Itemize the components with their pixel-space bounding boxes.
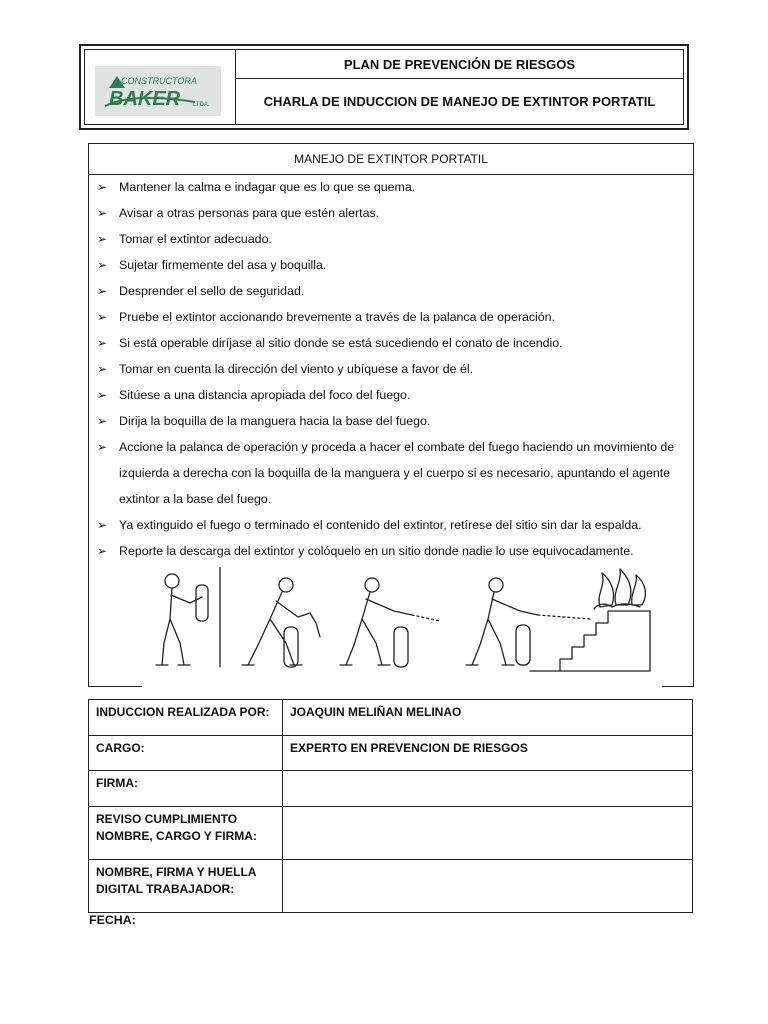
row-label: NOMBRE, FIRMA Y HUELLA DIGITAL TRABAJADOR: <box>89 860 283 913</box>
step-text: Sitúese a una distancia apropiada del foco del fuego. <box>119 388 411 402</box>
extinguisher-usage-illustration <box>150 567 660 682</box>
step-text: Si está operable diríjase al sitio donde se está sucediendo el conato de incendio. <box>119 336 563 350</box>
list-item <box>97 278 685 304</box>
row-label: INDUCCION REALIZADA POR: <box>89 700 283 736</box>
arrow-bullet-icon: ➢ <box>97 284 108 298</box>
arrow-bullet-icon: ➢ <box>97 362 108 376</box>
row-value: EXPERTO EN PREVENCION DE RIESGOS <box>283 736 693 771</box>
step-text: Mantener la calma e indagar que es lo que se quema. <box>119 180 416 194</box>
fire-icon <box>594 569 645 609</box>
table-row <box>89 860 693 913</box>
step-text: Tomar en cuenta la dirección del viento y ubíquese a favor de él. <box>119 362 474 376</box>
table-row <box>89 700 693 736</box>
row-label: REVISO CUMPLIMIENTO NOMBRE, CARGO Y FIRMA: <box>89 807 283 860</box>
logo-cell <box>85 50 236 124</box>
logo-brand: BAKER <box>109 88 181 110</box>
table-row <box>89 736 693 771</box>
step-text: Reporte la descarga del extintor y colóquelo en un sitio donde nadie lo use equivocadamente. <box>119 544 634 558</box>
logo-top-text: CONSTRUCTORA <box>121 76 197 86</box>
list-item <box>97 304 685 330</box>
list-item <box>97 512 685 538</box>
procedure-title: MANEJO DE EXTINTOR PORTATIL <box>89 144 693 175</box>
figure-testing-icon <box>340 578 440 667</box>
step-text: Tomar el extintor adecuado. <box>119 232 272 246</box>
document-header <box>79 44 689 130</box>
list-item <box>97 356 685 382</box>
steps-list <box>97 174 685 564</box>
signature-field[interactable] <box>283 771 693 807</box>
review-field[interactable] <box>283 807 693 860</box>
step-text: Accione la palanca de operación y proceda a hacer el combate del fuego haciendo un movimiento de izquierda a derecha con la boquilla de la manguera y el cuerpo si es necesario, apuntando el agente extintor a la base del fuego. <box>119 440 675 506</box>
list-item <box>97 538 685 564</box>
arrow-bullet-icon: ➢ <box>97 232 108 246</box>
list-item <box>97 174 685 200</box>
list-item <box>97 382 685 408</box>
list-item <box>97 200 685 226</box>
date-label: FECHA: <box>89 913 136 927</box>
figure-lifting-icon <box>156 567 220 667</box>
plan-title: PLAN DE PREVENCIÓN DE RIESGOS <box>236 50 683 79</box>
arrow-bullet-icon: ➢ <box>97 206 108 220</box>
table-row <box>89 771 693 807</box>
step-text: Pruebe el extintor accionando brevemente a través de la palanca de operación. <box>119 310 556 324</box>
step-text: Desprender el sello de seguridad. <box>119 284 305 298</box>
row-label: FIRMA: <box>89 771 283 807</box>
box-bottom-border <box>88 686 142 687</box>
step-text: Ya extinguido el fuego o terminado el contenido del extintor, retírese del sitio sin dar la espalda. <box>119 518 642 532</box>
list-item <box>97 408 685 434</box>
worker-signature-field[interactable] <box>283 860 693 913</box>
arrow-bullet-icon: ➢ <box>97 518 108 532</box>
arrow-bullet-icon: ➢ <box>97 544 108 558</box>
induction-info-table <box>88 699 693 913</box>
company-logo <box>95 66 221 116</box>
arrow-bullet-icon: ➢ <box>97 258 108 272</box>
arrow-bullet-icon: ➢ <box>97 414 108 428</box>
arrow-bullet-icon: ➢ <box>97 180 108 194</box>
list-item <box>97 252 685 278</box>
figure-pulling-pin-icon <box>242 578 320 667</box>
talk-title: CHARLA DE INDUCCION DE MANEJO DE EXTINTOR PORTATIL <box>263 94 656 109</box>
table-row <box>89 807 693 860</box>
step-text: Avisar a otras personas para que estén alertas. <box>119 206 380 220</box>
list-item <box>97 434 685 512</box>
row-value: JOAQUIN MELIÑAN MELINAO <box>283 700 693 736</box>
step-text: Sujetar firmemente del asa y boquilla. <box>119 258 327 272</box>
logo-suffix: LTDA. <box>193 102 210 108</box>
box-bottom-border <box>662 686 694 687</box>
arrow-bullet-icon: ➢ <box>97 388 108 402</box>
list-item <box>97 330 685 356</box>
step-text: Dirija la boquilla de la manguera hacia la base del fuego. <box>119 414 431 428</box>
arrow-bullet-icon: ➢ <box>97 336 108 350</box>
list-item <box>97 226 685 252</box>
arrow-bullet-icon: ➢ <box>97 310 108 324</box>
figure-combating-fire-icon <box>466 578 650 671</box>
arrow-bullet-icon: ➢ <box>97 440 108 454</box>
row-label: CARGO: <box>89 736 283 771</box>
